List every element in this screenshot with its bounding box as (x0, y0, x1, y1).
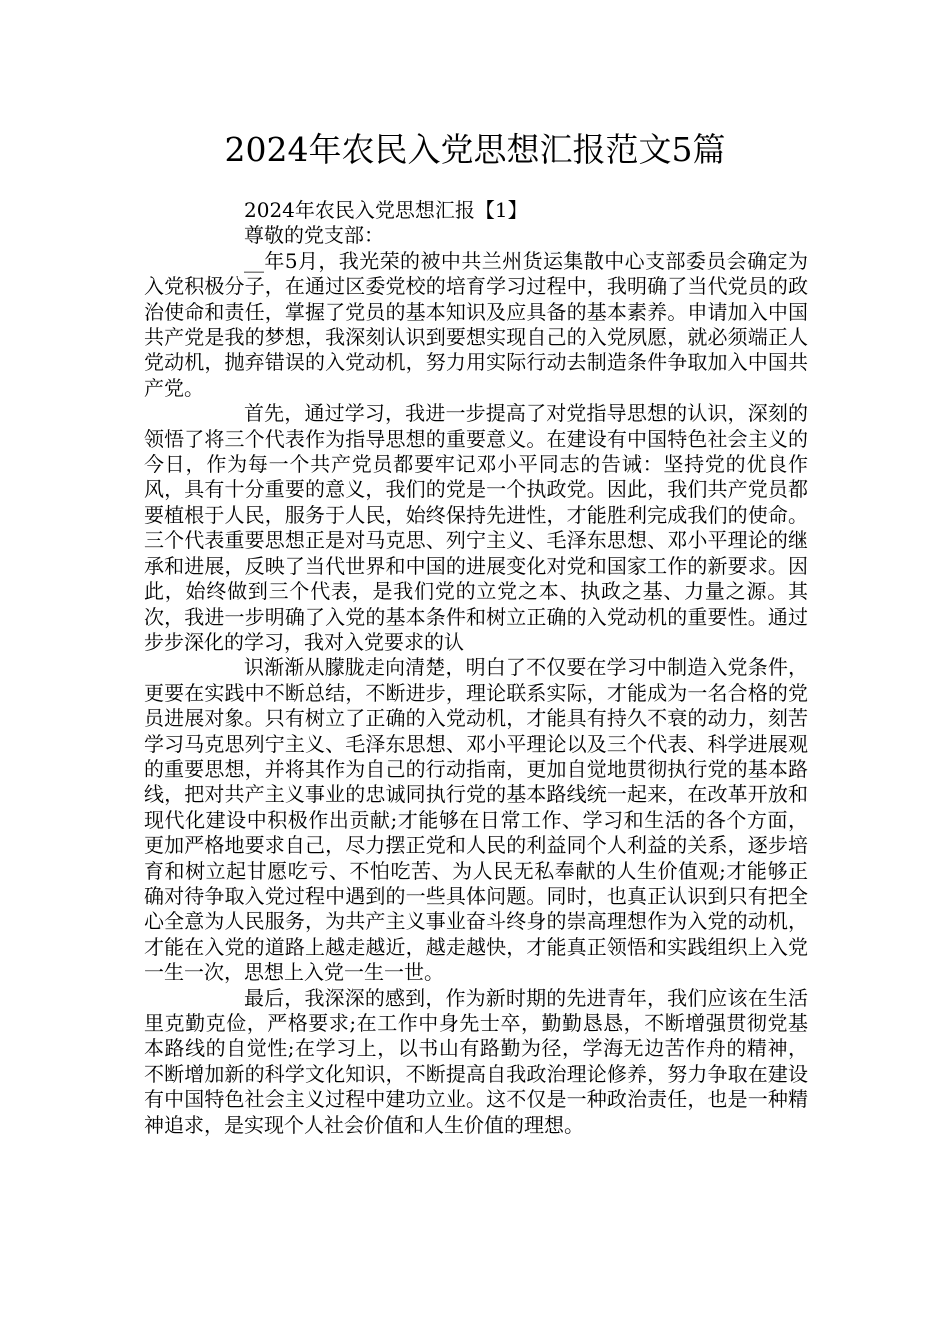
salutation: 尊敬的党支部： (244, 223, 384, 248)
section-heading: 2024年农民入党思想汇报【1】 (244, 198, 528, 222)
paragraph-3: 识渐渐从朦胧走向清楚，明白了不仅要在学习中制造入党条件，更要在实践中不断总结，不断进步，理论联系实际，才能成为一名合格的党员进展对象。只有树立了正确的入党动机，才能具有持久不衰的动力，刻苦学习马克思列宁主义、毛泽东思想、邓小平理论以及三个代表、科学进展观的重要思想，并将其作为自己的行动指南，更加自觉地贯彻执行党的基本路线，把对共产主义事业的忠诚同执行党的基本路线统一起来，在改革开放和现代化建设中积极作出贡献;才能够在日常工作、学习和生活的各个方面，更加严格地要求自己，尽力摆正党和人民的利益同个人利益的关系，逐步培育和树立起甘愿吃亏、不怕吃苦、为人民无私奉献的人生价值观;才能够正确对待争取入党过程中遇到的一些具体问题。同时，也真正认识到只有把全心全意为人民服务，为共产主义事业奋斗终身的崇高理想作为入党的动机，才能在入党的道路上越走越近，越走越快，才能真正领悟和实践组织上入党一生一次，思想上入党一生一世。 (144, 655, 808, 985)
document-title: 2024年农民入党思想汇报范文5篇 (224, 130, 726, 169)
paragraph-2: 首先，通过学习，我进一步提高了对党指导思想的认识，深刻的领悟了将三个代表作为指导思想的重要意义。在建设有中国特色社会主义的今日，作为每一个共产党员都要牢记邓小平同志的告诫：坚持党的优良作风，具有十分重要的意义，我们的党是一个执政党。因此，我们共产党员都要植根于人民，服务于人民，始终保持先进性，才能胜利完成我们的使命。三个代表重要思想正是对马克思、列宁主义、毛泽东思想、邓小平理论的继承和进展，反映了当代世界和中国的进展变化对党和国家工作的新要求。因此，始终做到三个代表，是我们党的立党之本、执政之基、力量之源。其次，我进一步明确了入党的基本条件和树立正确的入党动机的重要性。通过步步深化的学习，我对入党要求的认 (144, 401, 808, 654)
paragraph-1: __年5月，我光荣的被中共兰州货运集散中心支部委员会确定为入党积极分子，在通过区委党校的培育学习过程中，我明确了当代党员的政治使命和责任，掌握了党员的基本知识及应具备的基本素养。申请加入中国共产党是我的梦想，我深刻认识到要想实现自己的入党夙愿，就必须端正人党动机，抛弃错误的入党动机，努力用实际行动去制造条件争取加入中国共产党。 (144, 248, 808, 400)
paragraph-4: 最后，我深深的感到，作为新时期的先进青年，我们应该在生活里克勤克俭，严格要求;在工作中身先士卒，勤勤恳恳，不断增强贯彻党基本路线的自觉性;在学习上，以书山有路勤为径，学海无边苦作舟的精神，不断增加新的科学文化知识，不断提高自我政治理论修养，努力争取在建设有中国特色社会主义过程中建功立业。这不仅是一种政治责任，也是一种精神追求，是实现个人社会价值和人生价值的理想。 (144, 985, 808, 1137)
document-body (144, 198, 808, 1138)
